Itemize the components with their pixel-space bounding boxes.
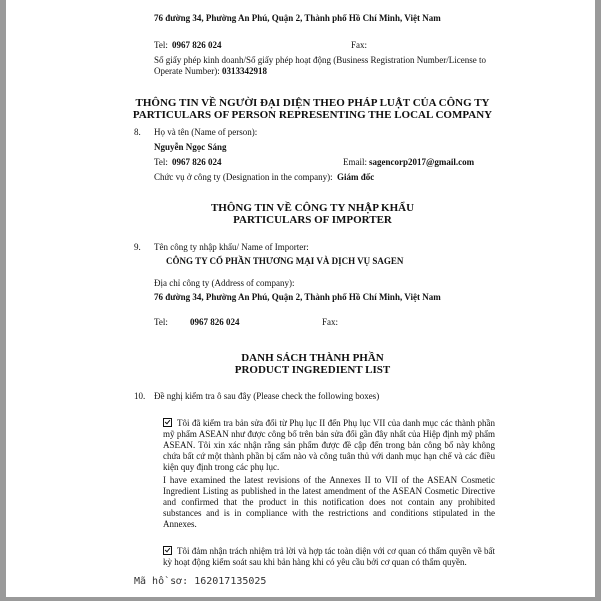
importer-fax-label: Fax: <box>322 317 339 327</box>
ingredients-title-vi: DANH SÁCH THÀNH PHẦN <box>241 352 384 364</box>
viewer-bottom-border <box>0 597 601 601</box>
declaration-2-vi <box>163 546 495 568</box>
importer-item-number: 9. <box>134 242 141 252</box>
company-fax-label: Fax: <box>351 40 368 50</box>
rep-position-value: Giám đốc <box>337 172 375 182</box>
license-number: 0313342918 <box>221 66 267 76</box>
importer-title-vi: THÔNG TIN VỀ CÔNG TY NHẬP KHẨU <box>210 202 415 214</box>
ingredients-title-en: PRODUCT INGREDIENT LIST <box>234 364 391 376</box>
importer-name-value: CÔNG TY CỔ PHẦN THƯƠNG MẠI VÀ DỊCH VỤ SAGEN <box>166 256 404 266</box>
ingredients-item-number: 10. <box>134 391 146 401</box>
rep-tel-value: 0967 826 024 <box>172 157 222 167</box>
viewer-right-border <box>595 0 601 601</box>
declaration-1-vi-text: Tôi đã kiểm tra bản sửa đổi từ Phụ lục II đến Phụ lục VII của danh mục các thành phần mỹ phẩm ASEAN như được công bố trên bản sửa đổi gần đây nhất của Hiệp định mỹ phẩm ASEAN. Tôi xin xác nhận rằng sản phẩm được đề cập đến trong bản công bố này không chứa bất cứ một thành phần bị cấm nào và công tuân thủ với danh mục hạn chế và các điều kiện quy định trong các phụ lục. <box>163 418 495 472</box>
rep-email-value: sagencorp2017@gmail.com <box>369 157 475 167</box>
declaration-2-vi-text: Tôi đảm nhận trách nhiệm trả lời và hợp tác toàn diện với cơ quan có thẩm quyền về bất kỳ hoạt động kiểm soát sau khi bản hàng khi có yêu cầu bởi cơ quan có thẩm quyền. <box>163 546 495 567</box>
rep-position-label: Chức vụ ở công ty (Designation in the company): <box>154 172 333 182</box>
checkbox-checked-2[interactable] <box>163 546 172 555</box>
importer-address-label: Địa chỉ công ty (Address of company): <box>154 278 295 288</box>
dossier-code: Mã hồ sơ: 162017135025 <box>134 576 267 587</box>
rep-name-label: Họ và tên (Name of person): <box>154 127 258 137</box>
rep-title-en: PARTICULARS OF PERSON REPRESENTING THE LOCAL COMPANY <box>132 109 493 121</box>
rep-title-vi: THÔNG TIN VỀ NGƯỜI ĐẠI DIỆN THEO PHÁP LUẬT CỦA CÔNG TY <box>135 97 490 109</box>
company-tel-label: Tel: <box>154 40 168 50</box>
rep-email-label: Email: <box>343 157 367 167</box>
license-line-2-prefix: Operate Number): <box>154 66 222 76</box>
viewer-left-border <box>0 0 6 601</box>
checkbox-checked-1[interactable] <box>163 418 172 427</box>
importer-tel-label: Tel: <box>154 317 168 327</box>
license-line-1: Số giấy phép kinh doanh/Số giấy phép hoạt động (Business Registration Number/License to <box>154 55 486 65</box>
license-line-2 <box>154 66 267 77</box>
declaration-1-vi <box>163 418 495 473</box>
importer-tel-value: 0967 826 024 <box>190 317 240 327</box>
check-instruction: Đề nghị kiểm tra ô sau đây (Please check the following boxes) <box>154 391 380 401</box>
importer-title-en: PARTICULARS OF IMPORTER <box>233 214 392 226</box>
importer-address-value: 76 đường 34, Phường An Phú, Quận 2, Thành phố Hồ Chí Minh, Việt Nam <box>154 292 441 302</box>
company-tel-value: 0967 826 024 <box>172 40 222 50</box>
rep-tel-label: Tel: <box>154 157 168 167</box>
rep-item-number: 8. <box>134 127 141 137</box>
company-address-top: 76 đường 34, Phường An Phú, Quận 2, Thành phố Hồ Chí Minh, Việt Nam <box>154 13 441 23</box>
importer-name-label: Tên công ty nhập khẩu/ Name of Importer: <box>154 242 309 252</box>
declaration-1-en: I have examined the latest revisions of the Annexes II to VII of the ASEAN Cosmetic Ingredient Listing as published in the latest amendment of the ASEAN Cosmetic Directive and confirmed that the product in this notification does not contain any prohibited substances and is in compliance with the restrictions and conditions stipulated in the Annexes. <box>163 475 495 529</box>
rep-name-value: Nguyễn Ngọc Sáng <box>154 142 227 152</box>
